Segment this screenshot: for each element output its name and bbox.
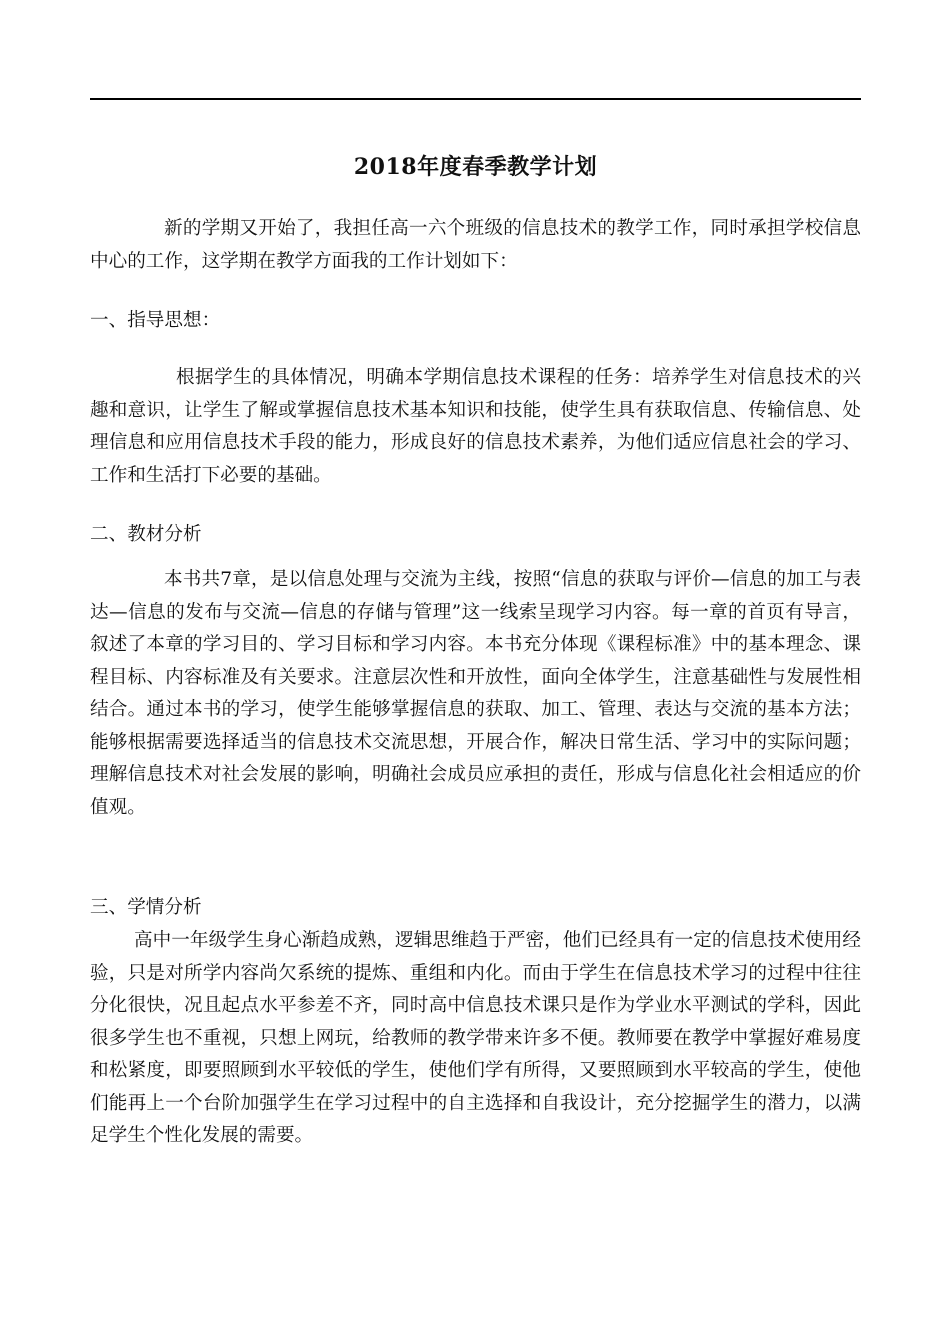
- intro-paragraph: 新的学期又开始了，我担任高一六个班级的信息技术的教学工作，同时承担学校信息中心的工作，这学期在教学方面我的工作计划如下：: [90, 218, 861, 272]
- page-title: 2018年度春季教学计划: [353, 154, 598, 180]
- section-heading-guiding-ideas: 一、指导思想：: [90, 310, 221, 331]
- section-heading-textbook-analysis: 二、教材分析: [90, 524, 202, 545]
- section-body-student-analysis: 高中一年级学生身心渐趋成熟，逻辑思维趋于严密，他们已经具有一定的信息技术使用经验，只是对所学内容尚欠系统的提炼、重组和内化。而由于学生在信息技术学习的过程中往往分化很快，况且起点水平参差不齐，同时高中信息技术课只是作为学业水平测试的学科，因此很多学生也不重视，只想上网玩，给教师的教学带来许多不便。教师要在教学中掌握好难易度和松紧度，即要照顾到水平较低的学生，使他们学有所得，又要照顾到水平较高的学生，使他们能再上一个台阶加强学生在学习过程中的自主选择和自我设计，充分挖掘学生的潜力，以满足学生个性化发展的需要。: [90, 930, 861, 1146]
- section-body-guiding-ideas: 根据学生的具体情况，明确本学期信息技术课程的任务：培养学生对信息技术的兴趣和意识，让学生了解或掌握信息技术基本知识和技能，使学生具有获取信息、传输信息、处理信息和应用信息技术手段的能力，形成良好的信息技术素养，为他们适应信息社会的学习、工作和生活打下必要的基础。: [90, 367, 861, 486]
- header-rule: [90, 98, 861, 100]
- section-body-textbook-analysis: 本书共7章，是以信息处理与交流为主线，按照“信息的获取与评价—信息的加工与表达—信息的发布与交流—信息的存储与管理”这一线索呈现学习内容。每一章的首页有导言，叙述了本章的学习目的、学习目标和学习内容。本书充分体现《课程标准》中的基本理念、课程目标、内容标准及有关要求。注意层次性和开放性，面向全体学生，注意基础性与发展性相结合。通过本书的学习，使学生能够掌握信息的获取、加工、管理、表达与交流的基本方法；能够根据需要选择适当的信息技术交流思想，开展合作，解决日常生活、学习中的实际问题；理解信息技术对社会发展的影响，明确社会成员应承担的责任，形成与信息化社会相适应的价值观。: [90, 569, 861, 818]
- section-heading-student-analysis: 三、学情分析: [90, 897, 202, 918]
